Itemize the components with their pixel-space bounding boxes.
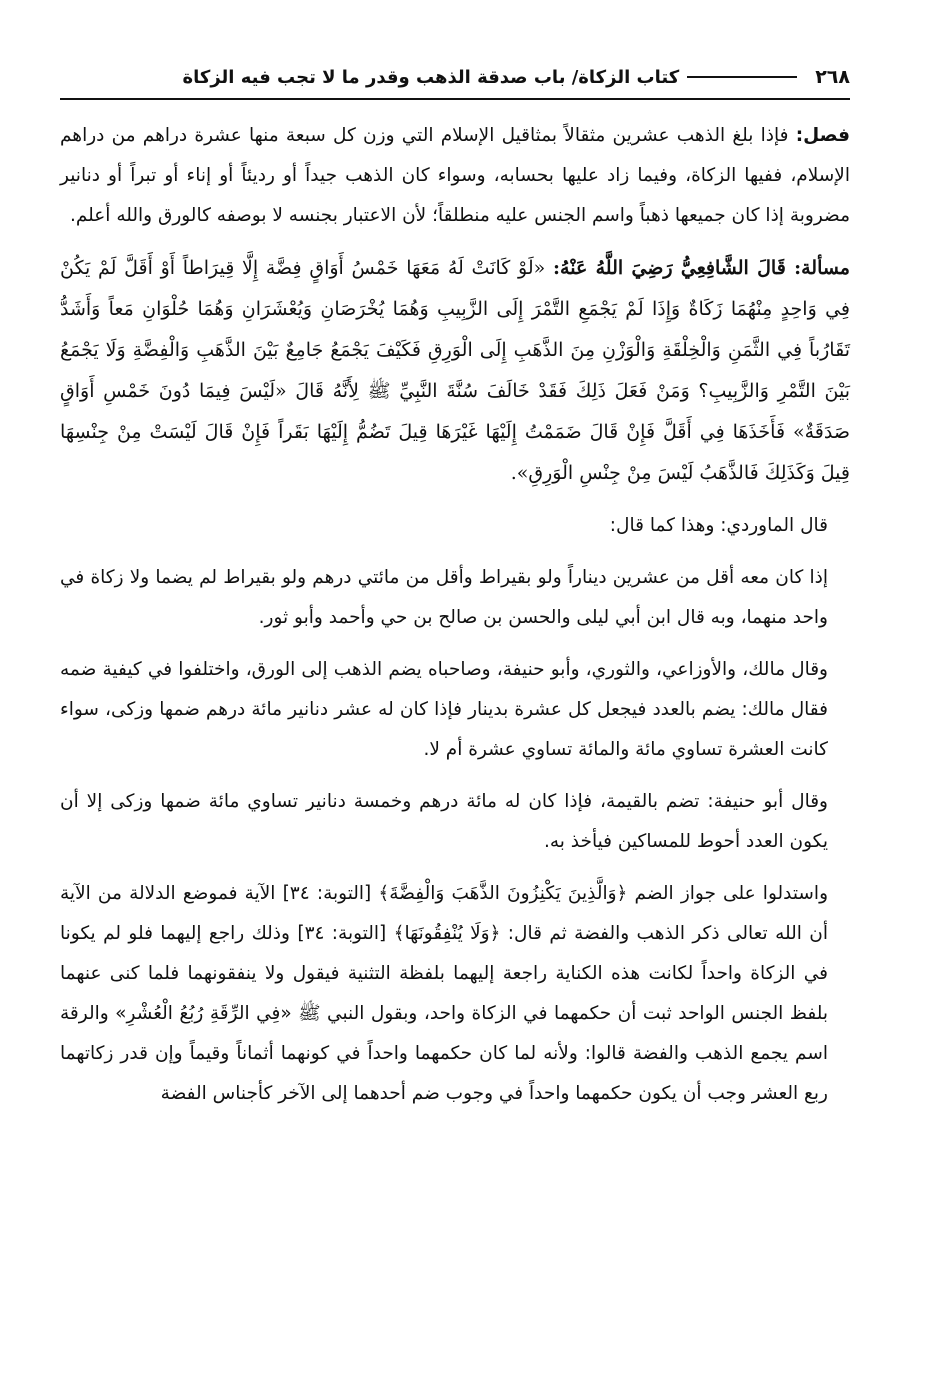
paragraph-text: فإذا بلغ الذهب عشرين مثقالاً بمثاقيل الإسلام التي وزن كل سبعة منها عشرة دراهم من دراهم الإسلام، ففيها الزكاة، وفيما زاد عليها بحسابه، وسواء كان الذهب جيداً أو رديئاً أو إناء أو تبراً أو دنانير مضروبة إذا كان جميعها ذهباً واسم الجنس عليه منطلقاً؛ لأن الاعتبار بجنسه لا بوصفه كالورق والله أعلم.: [60, 125, 850, 226]
paragraph-text: قال الماوردي: وهذا كما قال:: [609, 515, 828, 536]
header-rule: [687, 76, 797, 78]
paragraph-lead: مسألة: قَالَ الشَّافِعِيُّ رَضِيَ اللَّهُ عَنْهُ:: [553, 257, 850, 279]
header-divider: [60, 98, 850, 100]
paragraph-text: واستدلوا على جواز الضم ﴿وَالَّذِينَ يَكْنِزُونَ الذَّهَبَ وَالْفِضَّةَ﴾ [التوبة: ٣٤] الآية فموضع الدلالة من الآية أن الله تعالى ذكر الذهب والفضة ثم قال: ﴿وَلَا يُنْفِقُونَهَا﴾ [التوبة: ٣٤] وذلك راجع إليهما فلو لم يكونا في الزكاة واحداً لكانت هذه الكناية راجعة إليهما بلفظة التثنية فيقول ولا ينفقونهما فلما كنى عنهما بلفظ الجنس الواحد ثبت أن حكمهما في الزكاة واحد، وبقول النبي ﷺ «فِي الرِّقَةِ رُبُعُ الْعُشْرِ» والرقة اسم يجمع الذهب والفضة قالوا: ولأنه لما كان حكمهما واحداً في كونهما أثماناً وقيماً وإن قدر زكاتهما ربع العشر وجب أن يكون حكمهما واحداً في وجوب ضم أحدهما إلى الآخر كأجناس الفضة: [60, 883, 829, 1104]
running-title: كتاب الزكاة/ باب صدقة الذهب وقدر ما لا تجب فيه الزكاة: [182, 66, 680, 88]
book-page: [60, 60, 850, 1126]
paragraph-mawardi: [60, 506, 850, 546]
paragraph-masala: [60, 248, 850, 494]
paragraph-body: [60, 558, 850, 638]
paragraph-body: [60, 650, 850, 770]
paragraph-fasl: [60, 116, 850, 236]
paragraph-body: [60, 782, 850, 862]
paragraph-text: إذا كان معه أقل من عشرين ديناراً ولو بقيراط وأقل من مائتي درهم ولو بقيراط لم يضما ولا زكاة في واحد منهما، وبه قال ابن أبي ليلى والحسن بن صالح بن حي وأحمد وأبو ثور.: [60, 567, 828, 628]
paragraph-body: [60, 874, 850, 1114]
paragraph-text: وقال أبو حنيفة: تضم بالقيمة، فإذا كان له مائة درهم وخمسة دنانير تساوي مائة ضمها وزكى إلا أن يكون العدد أحوط للمساكين فيأخذ به.: [60, 791, 828, 852]
paragraph-lead: فصل:: [795, 125, 850, 146]
page-header: [60, 60, 850, 94]
paragraph-text: وقال مالك، والأوزاعي، والثوري، وأبو حنيفة، وصاحباه يضم الذهب إلى الورق، واختلفوا في كيفية ضمه فقال مالك: يضم بالعدد فيجعل كل عشرة بدينار فإذا كان له عشر دنانير مائة درهم ضمها وزكى، سواء كانت العشرة تساوي مائة والمائة تساوي عشرة أم لا.: [60, 659, 828, 760]
paragraph-text: «لَوْ كَانَتْ لَهُ مَعَهَا خَمْسُ أَوَاقٍ فِضَّة إِلَّا قِيرَاطاً أَوْ أَقَلَّ لَمْ يَكُنْ فِي وَاحِدٍ مِنْهُمَا زَكَاةٌ وَإِذَا لَمْ يَجْمَعِ التَّمْرَ إِلَى الزَّبِيبِ وَهُمَا يُخْرَصَانِ وَيُعْشَرَانِ وَهُمَا حُلْوَانِ مَعاً وَأَشَدُّ تَقَارُباً فِي الثَّمَنِ وَالْخِلْقَةِ وَالْوَزْنِ مِنَ الذَّهَبِ إِلَى الْوَرِقِ فَكَيْفَ يَجْمَعُ جَامِعٌ بَيْنَ الذَّهَبِ وَالْفِضَّةِ وَلَا يَجْمَعُ بَيْنَ التَّمْرِ وَالزَّبِيبِ؟ وَمَنْ فَعَلَ ذَلِكَ فَقَدْ خَالَفَ سُنَّةَ النَّبِيِّ ﷺ لِأَنَّهُ قَالَ «لَيْسَ فِيمَا دُونَ خَمْسِ أَوَاقٍ صَدَقَةٌ» فَأَخَذَهَا فِي أَقَلَّ فَإِنْ قَالَ ضَمَمْتُ إِلَيْهَا غَيْرَهَا قِيلَ تَضُمُّ إِلَيْهَا بَقَراً فَإِنْ قَالَ لَيْسَتْ مِنْ جِنْسِهَا قِيلَ وَكَذَلِكَ فَالذَّهَبُ لَيْسَ مِنْ جِنْسِ الْوَرِقِ».: [60, 257, 850, 484]
page-number: ٢٦٨: [815, 66, 850, 88]
